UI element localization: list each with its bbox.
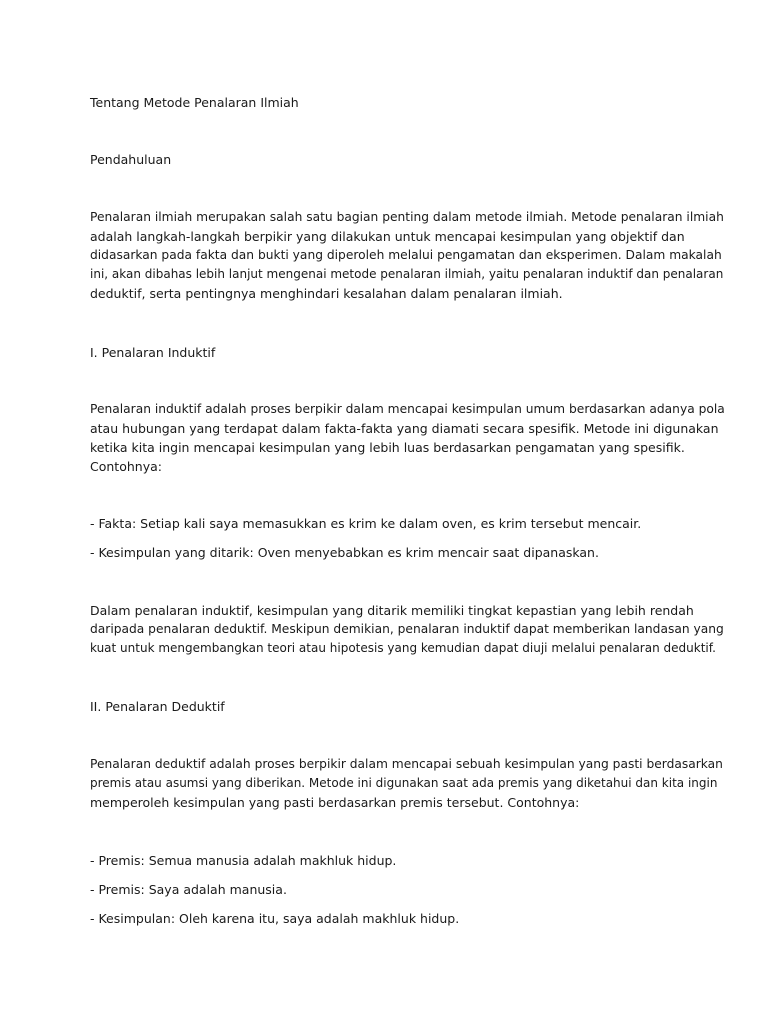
deductive-example-item: - Premis: Semua manusia adalah makhluk hidup.: [90, 853, 397, 868]
deductive-paragraph-line: Penalaran deduktif adalah proses berpikir dalam mencapai sebuah kesimpulan yang pasti berdasarkan: [90, 757, 723, 771]
deductive-example-item: - Kesimpulan: Oleh karena itu, saya adalah makhluk hidup.: [90, 911, 460, 926]
deductive-paragraph-line: premis atau asumsi yang diberikan. Metode ini digunakan saat ada premis yang diketahui dan kita ingin: [90, 776, 718, 790]
inductive-closing-line: daripada penalaran deduktif. Meskipun demikian, penalaran induktif dapat memberikan landasan yang: [90, 622, 724, 636]
inductive-paragraph-line: ketika kita ingin mencapai kesimpulan yang lebih luas berdasarkan pengamatan yang spesifik.: [90, 440, 685, 455]
intro-paragraph-line: didasarkan pada fakta dan bukti yang diperoleh melalui pengamatan dan eksperimen. Dalam makalah: [90, 248, 722, 262]
document-title: Tentang Metode Penalaran Ilmiah: [90, 95, 299, 110]
inductive-paragraph-line: Penalaran induktif adalah proses berpikir dalam mencapai kesimpulan umum berdasarkan adanya pola: [90, 402, 725, 416]
intro-paragraph-line: deduktif, serta pentingnya menghindari kesalahan dalam penalaran ilmiah.: [90, 286, 563, 301]
intro-paragraph-line: ini, akan dibahas lebih lanjut mengenai metode penalaran ilmiah, yaitu penalaran induktif dan penalaran: [90, 267, 724, 281]
intro-heading: Pendahuluan: [90, 152, 172, 167]
deductive-heading: II. Penalaran Deduktif: [90, 699, 225, 714]
inductive-paragraph-line: atau hubungan yang terdapat dalam fakta-fakta yang diamati secara spesifik. Metode ini digunakan: [90, 421, 719, 436]
inductive-paragraph-line: Contohnya:: [90, 459, 162, 474]
inductive-example-item: - Fakta: Setiap kali saya memasukkan es krim ke dalam oven, es krim tersebut mencair.: [90, 516, 642, 531]
inductive-closing-line: Dalam penalaran induktif, kesimpulan yang ditarik memiliki tingkat kepastian yang lebih rendah: [90, 603, 694, 618]
intro-paragraph-line: Penalaran ilmiah merupakan salah satu bagian penting dalam metode ilmiah. Metode penalaran ilmiah: [90, 210, 724, 224]
deductive-example-item: - Premis: Saya adalah manusia.: [90, 882, 287, 897]
intro-paragraph-line: adalah langkah-langkah berpikir yang dilakukan untuk mencapai kesimpulan yang objektif dan: [90, 229, 685, 244]
inductive-example-item: - Kesimpulan yang ditarik: Oven menyebabkan es krim mencair saat dipanaskan.: [90, 545, 599, 560]
deductive-paragraph-line: memperoleh kesimpulan yang pasti berdasarkan premis tersebut. Contohnya:: [90, 795, 580, 810]
inductive-heading: I. Penalaran Induktif: [90, 345, 216, 360]
inductive-closing-line: kuat untuk mengembangkan teori atau hipotesis yang kemudian dapat diuji melalui penalaran deduktif.: [90, 641, 716, 655]
